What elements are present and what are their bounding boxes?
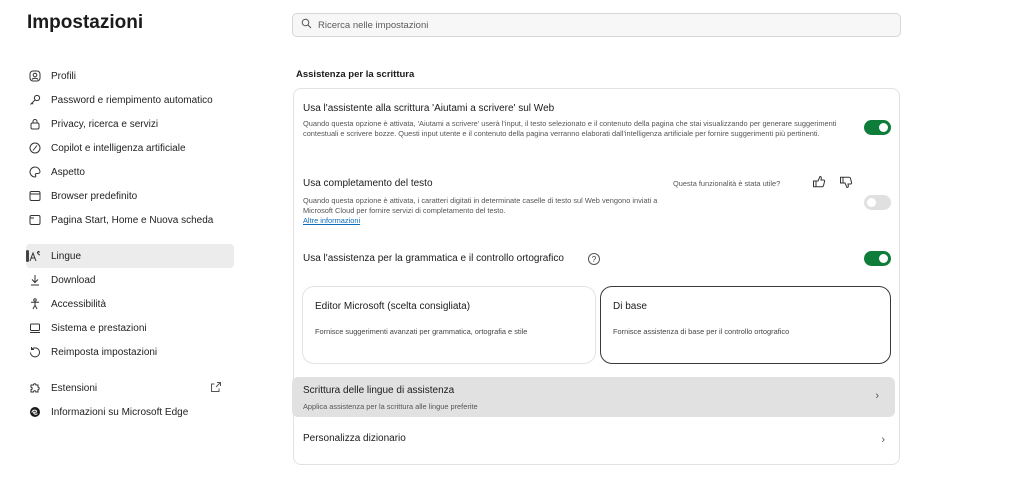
copilot-icon [28, 141, 42, 155]
text-completion-title: Usa completamento del testo [303, 178, 433, 189]
languages-icon [28, 249, 42, 263]
toggle-knob [879, 123, 888, 132]
key-icon [28, 93, 42, 107]
sidebar-item-label: Profili [51, 70, 77, 82]
help-icon[interactable]: ? [588, 253, 600, 265]
search-placeholder: Ricerca nelle impostazioni [318, 19, 429, 31]
chevron-right-icon: › [875, 390, 879, 402]
page-title: Impostazioni [27, 12, 144, 33]
sidebar-item-privacy[interactable] [26, 112, 234, 136]
sidebar-item-reimposta[interactable] [26, 340, 234, 364]
system-icon [28, 321, 42, 335]
sidebar-item-label: Password e riempimento automatico [51, 94, 213, 106]
thumbs-up-icon[interactable] [812, 175, 828, 191]
languages-row-title: Scrittura delle lingue di assistenza [303, 385, 455, 396]
custom-dictionary-row[interactable] [294, 421, 901, 461]
sidebar-item-label: Accessibilità [51, 298, 107, 310]
browser-icon [28, 189, 42, 203]
feedback-question: Questa funzionalità è stata utile? [673, 179, 781, 188]
newtab-icon [28, 213, 42, 227]
sidebar-item-download[interactable] [26, 268, 234, 292]
languages-row-desc: Applica assistenza per la scrittura alle lingue preferite [303, 402, 478, 411]
grammar-toggle[interactable] [864, 251, 891, 266]
sidebar-item-label: Copilot e intelligenza artificiale [51, 142, 186, 154]
sidebar-item-profili[interactable] [26, 64, 234, 88]
search-icon [301, 18, 312, 32]
profile-icon [28, 69, 42, 83]
sidebar-item-label: Reimposta impostazioni [51, 346, 158, 358]
languages-assist-row[interactable] [292, 377, 895, 417]
choice-desc: Fornisce assistenza di base per il controllo ortografico [613, 327, 790, 336]
lock-icon [28, 117, 42, 131]
learn-more-link[interactable]: Altre informazioni [303, 216, 361, 225]
sidebar-gap [26, 232, 234, 244]
sidebar-item-label: Download [51, 274, 96, 286]
sidebar-item-label: Aspetto [51, 166, 85, 178]
sidebar-item-aspetto[interactable] [26, 160, 234, 184]
edge-icon [28, 405, 42, 419]
text-completion-desc [303, 196, 683, 226]
sidebar-item-copilot[interactable] [26, 136, 234, 160]
sidebar-item-label: Sistema e prestazioni [51, 322, 147, 334]
write-assist-desc: Quando questa opzione è attivata, 'Aiutami a scrivere' userà l'input, il testo selezionato e il contenuto della pagina che stai visualizzando per generare suggerimenti contestuali e scrivere bozze. Questi input utente e il contenuto della pagina verranno elaborati dall'intelligenza artificiale per fornire suggerimenti più pertinenti. [303, 119, 837, 138]
sidebar-item-sistema[interactable] [26, 316, 234, 340]
external-link-icon [210, 381, 224, 395]
sidebar-item-accessibilita[interactable] [26, 292, 234, 316]
sidebar-item-label: Informazioni su Microsoft Edge [51, 406, 189, 418]
sidebar-item-lingue[interactable] [26, 244, 234, 268]
sidebar-item-password[interactable] [26, 88, 234, 112]
thumbs-down-icon[interactable] [839, 175, 855, 191]
sidebar-item-info-edge[interactable] [26, 400, 234, 424]
section-title: Assistenza per la scrittura [296, 69, 415, 80]
sidebar-item-start[interactable] [26, 208, 234, 232]
toggle-knob [867, 198, 876, 207]
sidebar-item-label: Pagina Start, Home e Nuova scheda [51, 214, 214, 226]
choice-di-base[interactable] [600, 286, 891, 364]
search-box[interactable] [292, 13, 901, 37]
download-icon [28, 273, 42, 287]
sidebar-item-label: Lingue [51, 250, 82, 262]
write-assist-title: Usa l'assistente alla scrittura 'Aiutami a scrivere' sul Web [303, 103, 555, 114]
sidebar-item-browser[interactable] [26, 184, 234, 208]
reset-icon [28, 345, 42, 359]
sidebar-item-label: Browser predefinito [51, 190, 138, 202]
text-completion-toggle[interactable] [864, 195, 891, 210]
choice-editor-microsoft[interactable] [302, 286, 596, 364]
text-completion-desc-text: Quando questa opzione è attivata, i caratteri digitati in determinate caselle di testo sul Web vengono inviati a Microsoft Cloud per fornire servizi di completamento del testo. [303, 196, 658, 215]
chevron-right-icon: › [881, 434, 885, 446]
appearance-icon [28, 165, 42, 179]
extensions-icon [28, 381, 42, 395]
toggle-knob [879, 254, 888, 263]
sidebar-item-label: Estensioni [51, 382, 98, 394]
settings-card [293, 88, 900, 465]
write-assist-toggle[interactable] [864, 120, 891, 135]
sidebar-item-label: Privacy, ricerca e servizi [51, 118, 159, 130]
dictionary-row-title: Personalizza dizionario [303, 433, 406, 444]
choice-title: Di base [613, 301, 647, 312]
accessibility-icon [28, 297, 42, 311]
sidebar-item-estensioni[interactable] [26, 376, 234, 400]
choice-desc: Fornisce suggerimenti avanzati per grammatica, ortografia e stile [315, 327, 528, 336]
sidebar-gap [26, 364, 234, 376]
grammar-title: Usa l'assistenza per la grammatica e il controllo ortografico [303, 253, 564, 264]
choice-title: Editor Microsoft (scelta consigliata) [315, 301, 471, 312]
sidebar-nav [26, 64, 234, 424]
